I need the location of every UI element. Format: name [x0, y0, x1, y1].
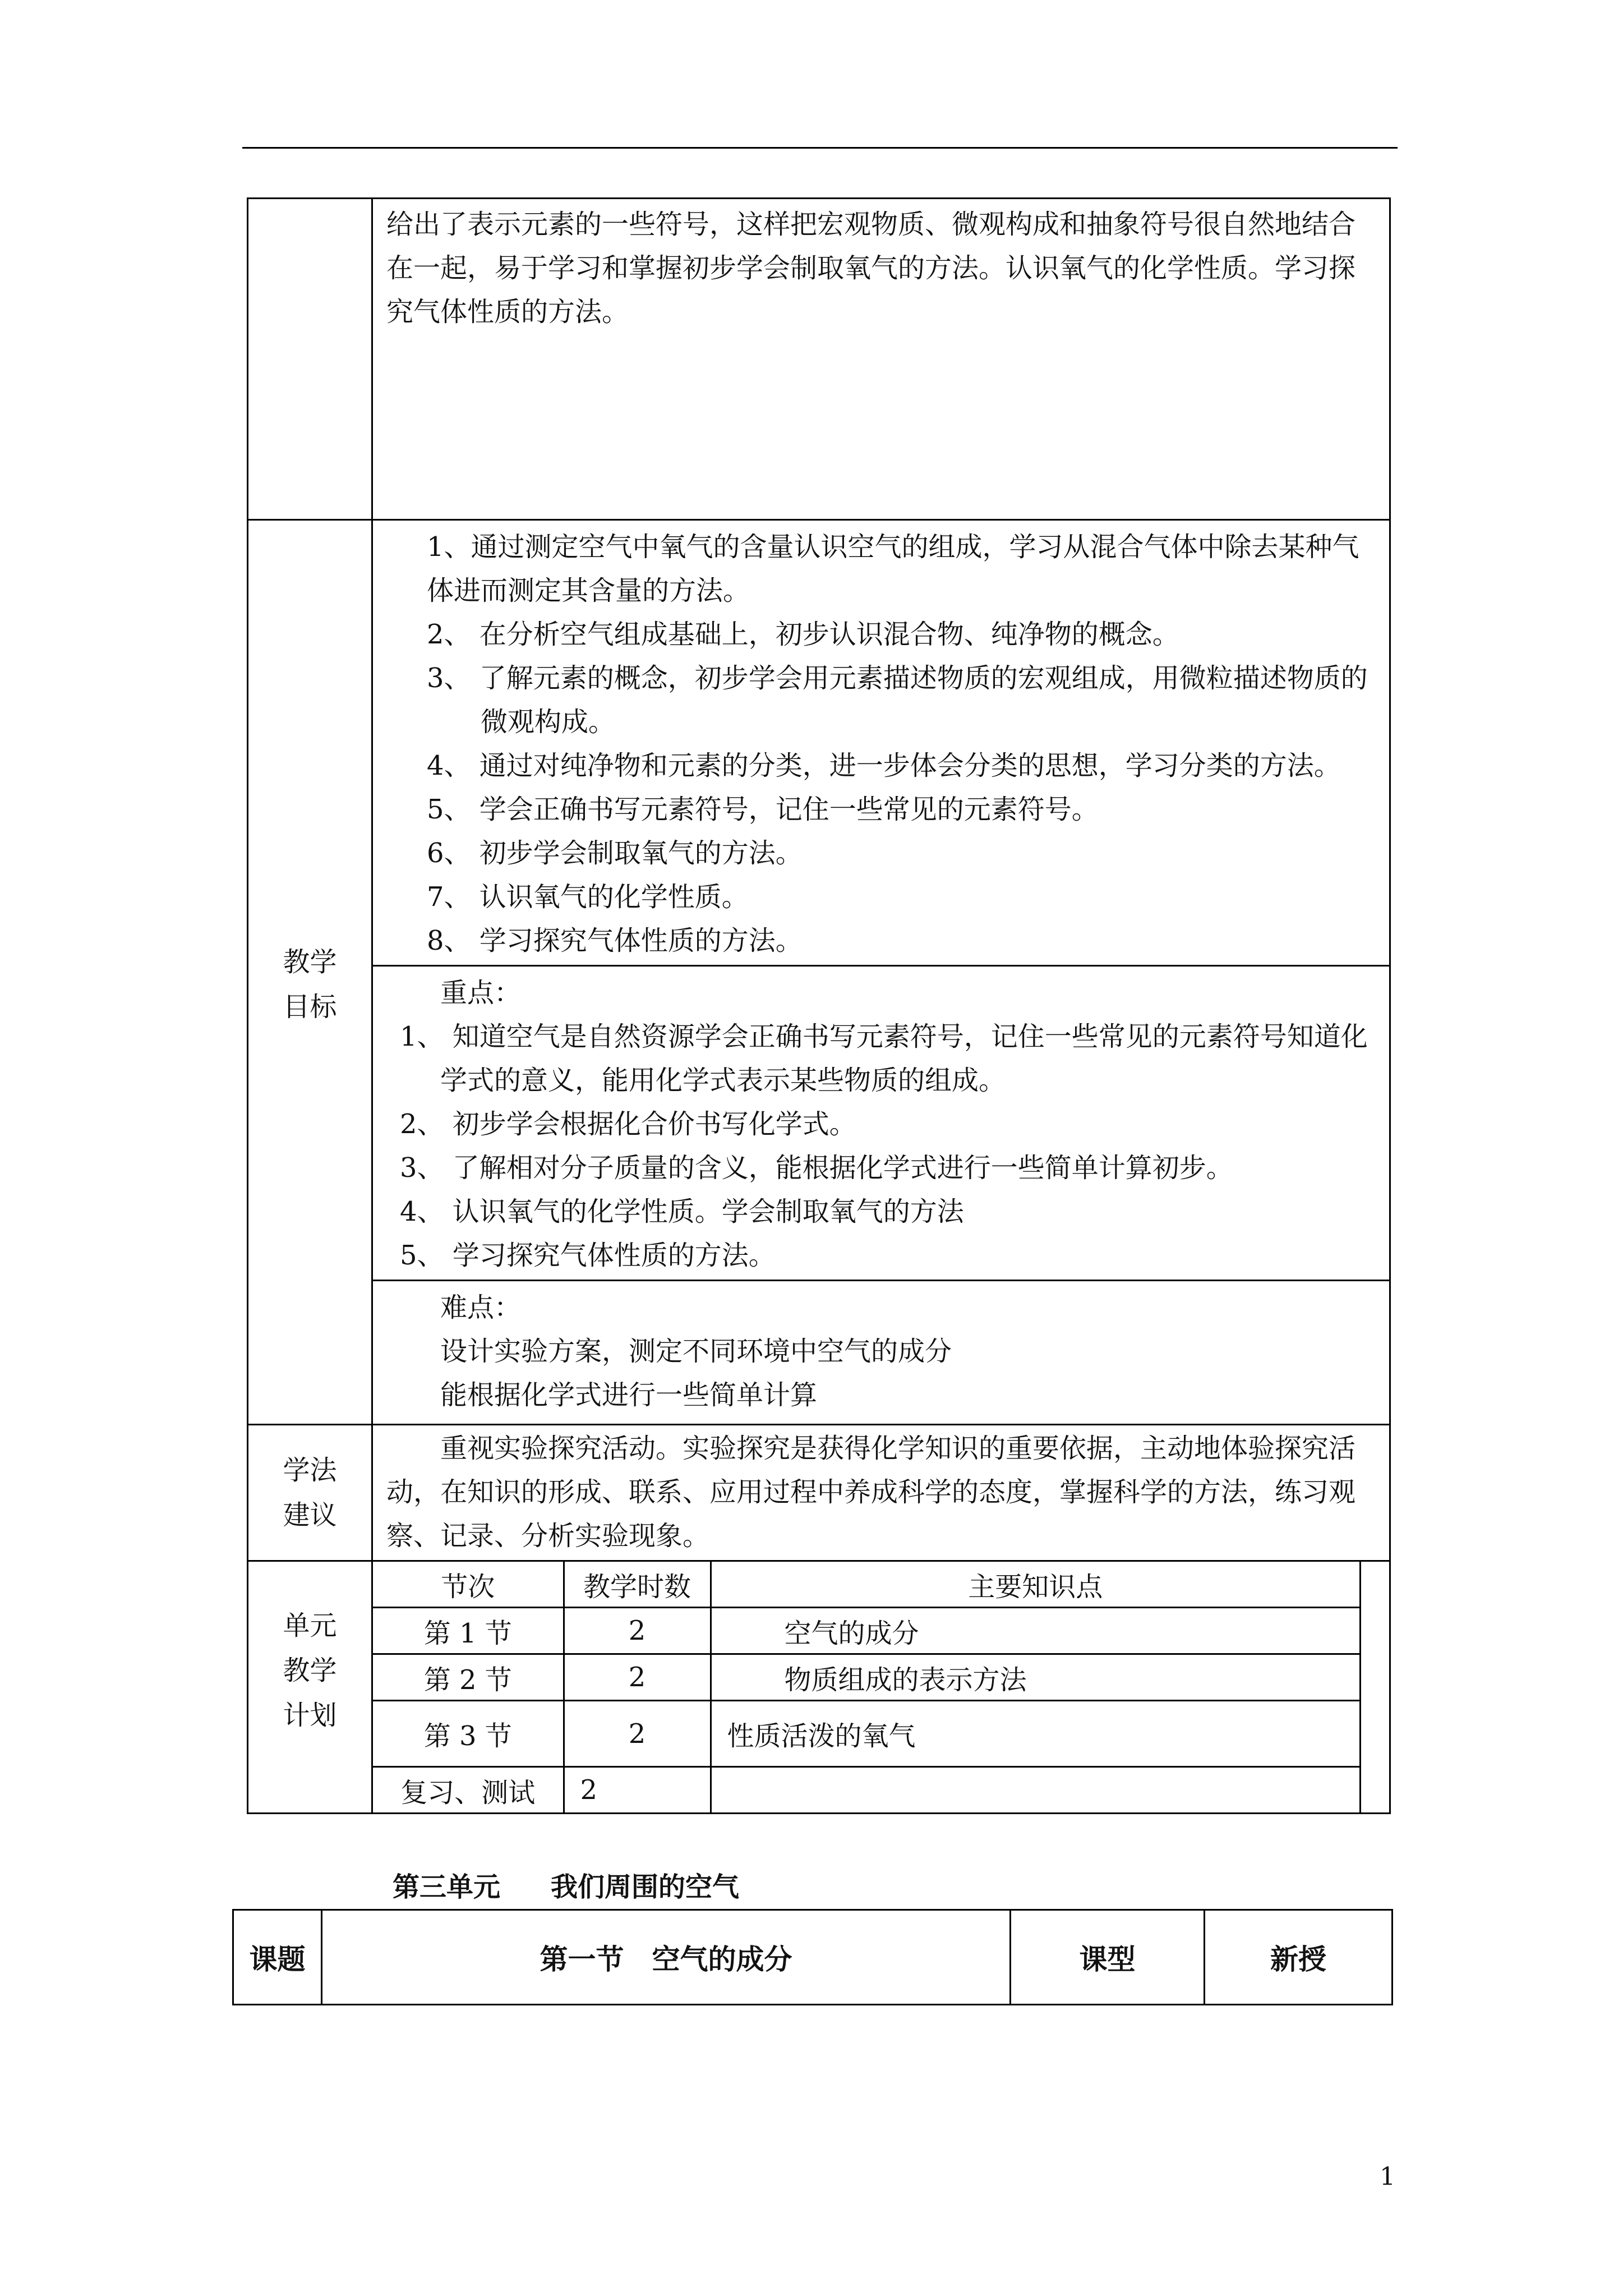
unit-plan-row — [248, 1561, 1390, 1814]
key-point-item: 3、 了解相对分子质量的含义，能根据化学式进行一些简单计算初步。 — [400, 1152, 1233, 1184]
objective-item: 5、 学会正确书写元素符号，记住一些常见的元素符号。 — [427, 794, 1099, 825]
plan-header: 主要知识点 — [711, 1562, 1361, 1608]
topic-label: 课题 — [233, 1910, 322, 2005]
lesson-header-row — [233, 1910, 1393, 2005]
plan-row — [373, 1608, 1361, 1654]
header-rule — [242, 147, 1398, 149]
type-label: 课型 — [1011, 1910, 1205, 2005]
objective-item: 3、 了解元素的概念，初步学会用元素描述物质的宏观组成，用微粒描述物质的微观构成。 — [427, 662, 1368, 738]
plan-cell: 复习、测试 — [373, 1767, 564, 1813]
type-value: 新授 — [1205, 1910, 1393, 2005]
objectives-row — [248, 520, 1390, 966]
analysis-row — [248, 199, 1390, 520]
plan-cell: 空气的成分 — [711, 1608, 1361, 1654]
key-point-item: 4、 认识氧气的化学性质。学会制取氧气的方法 — [400, 1196, 964, 1227]
key-points-row — [248, 966, 1390, 1281]
objective-item: 7、 认识氧气的化学性质。 — [427, 881, 749, 913]
plan-row — [373, 1767, 1361, 1813]
objective-item: 2、 在分析空气组成基础上，初步认识混合物、纯净物的概念。 — [427, 619, 1179, 650]
study-method-label: 学法建议 — [283, 1455, 337, 1531]
topic-value: 第一节 空气的成分 — [322, 1910, 1011, 2005]
objective-item: 1、通过测定空气中氧气的含量认识空气的组成，学习从混合气体中除去某种气体进而测定其含量的方法。 — [427, 531, 1359, 606]
difficulty-item: 设计实验方案，测定不同环境中空气的成分 — [440, 1336, 952, 1367]
plan-cell: 2 — [564, 1654, 711, 1701]
plan-cell: 2 — [564, 1767, 711, 1813]
plan-cell: 第 3 节 — [373, 1701, 564, 1767]
study-method-row — [248, 1425, 1390, 1561]
plan-row — [373, 1654, 1361, 1701]
difficulties-title: 难点： — [440, 1292, 522, 1323]
objective-item: 8、 学习探究气体性质的方法。 — [427, 925, 803, 956]
unit-plan-table — [373, 1562, 1361, 1812]
plan-header: 节次 — [373, 1562, 564, 1608]
unit-heading — [393, 1865, 739, 1904]
plan-cell: 第 2 节 — [373, 1654, 564, 1701]
study-method-text: 重视实验探究活动。实验探究是获得化学知识的重要依据，主动地体验探究活动，在知识的形成、联系、应用过程中养成科学的态度，掌握科学的方法，练习观察、记录、分析实验现象。 — [386, 1433, 1356, 1552]
plan-cell: 2 — [564, 1608, 711, 1654]
analysis-text: 给出了表示元素的一些符号，这样把宏观物质、微观构成和抽象符号很自然地结合在一起，易于学习和掌握初步学会制取氧气的方法。认识氧气的化学性质。学习探究气体性质的方法。 — [386, 209, 1356, 328]
unit-plan-label: 单元教学计划 — [283, 1609, 337, 1731]
key-points-title: 重点： — [440, 977, 522, 1009]
unit-overview-table — [247, 197, 1391, 1814]
page-number: 1 — [1380, 2162, 1395, 2191]
plan-row — [373, 1701, 1361, 1767]
key-point-item: 2、 初步学会根据化合价书写化学式。 — [400, 1108, 856, 1140]
lesson-header-table — [232, 1909, 1393, 2005]
difficulty-item: 能根据化学式进行一些简单计算 — [440, 1379, 818, 1411]
unit-number: 第三单元 — [393, 1871, 501, 1903]
key-point-item: 5、 学习探究气体性质的方法。 — [400, 1240, 776, 1271]
plan-cell: 物质组成的表示方法 — [711, 1654, 1361, 1701]
objectives-label: 教学目标 — [283, 946, 337, 1023]
plan-cell: 性质活泼的氧气 — [711, 1701, 1361, 1767]
key-point-item: 1、 知道空气是自然资源学会正确书写元素符号，记住一些常见的元素符号知道化学式的意义，能用化学式表示某些物质的组成。 — [400, 1021, 1368, 1096]
objective-item: 6、 初步学会制取氧气的方法。 — [427, 838, 803, 869]
plan-cell — [711, 1767, 1361, 1813]
plan-cell: 2 — [564, 1701, 711, 1767]
difficulties-row — [248, 1281, 1390, 1425]
plan-header-row — [373, 1562, 1361, 1608]
plan-header: 教学时数 — [564, 1562, 711, 1608]
analysis-label-cell — [248, 199, 372, 520]
unit-title: 我们周围的空气 — [551, 1871, 740, 1903]
plan-cell: 第 1 节 — [373, 1608, 564, 1654]
objective-item: 4、 通过对纯净物和元素的分类，进一步体会分类的思想，学习分类的方法。 — [427, 750, 1341, 781]
